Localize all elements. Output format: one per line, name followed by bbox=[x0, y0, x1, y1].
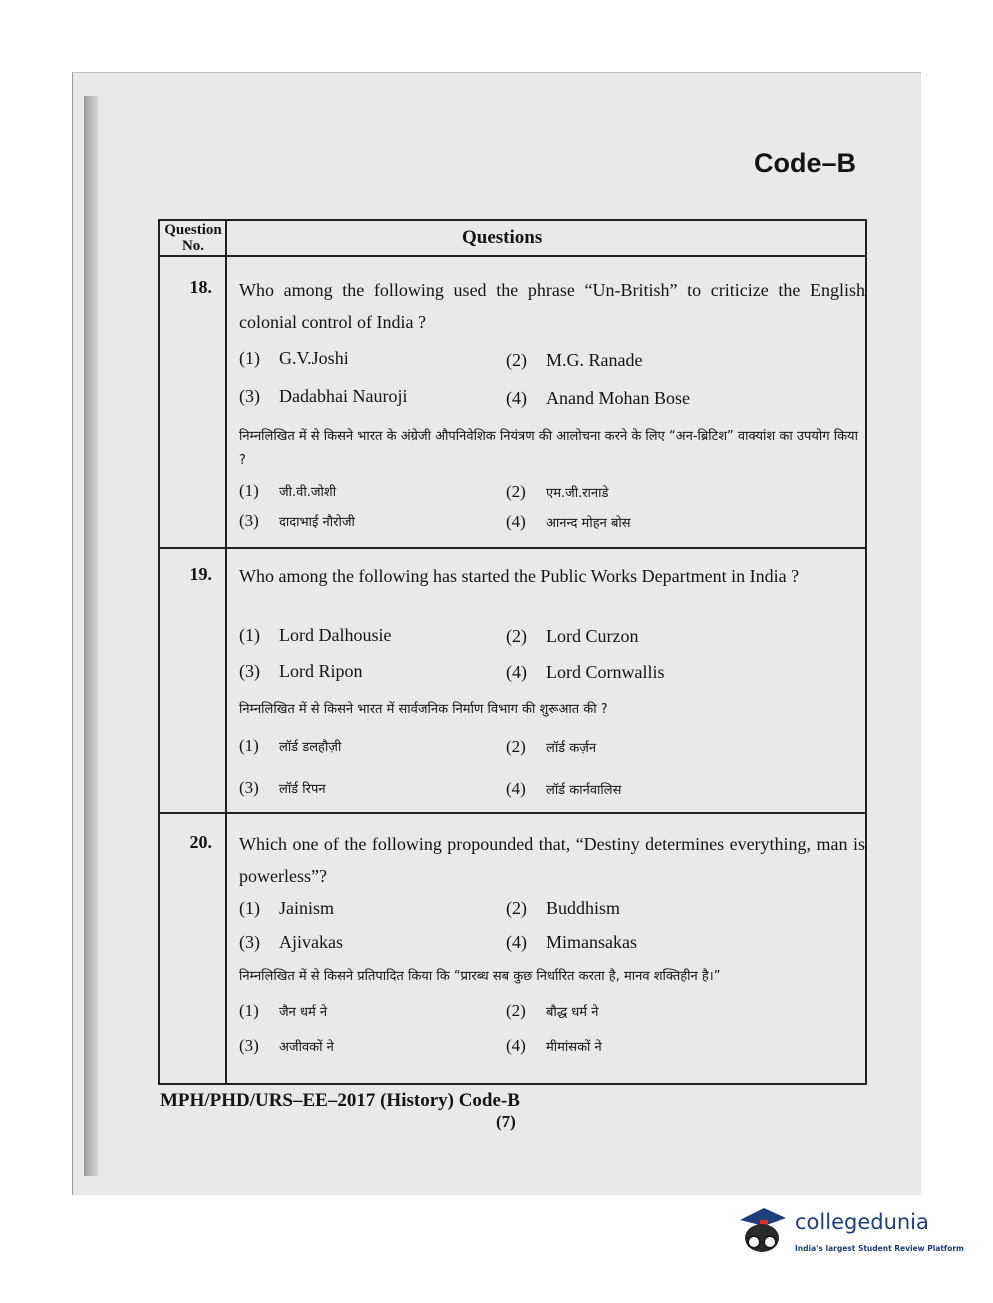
option-2: (2) Buddhism bbox=[506, 898, 621, 918]
row-divider bbox=[158, 812, 867, 814]
question-text-hindi: निम्नलिखित में से किसने प्रतिपादित किया कि “प्रारब्ध सब कुछ निर्धारित करता है, मानव शक्तिहीन है।” bbox=[239, 969, 721, 984]
option-2-hindi: (2) बौद्ध धर्म ने bbox=[506, 1001, 599, 1020]
option-3: (3) Lord Ripon bbox=[239, 661, 363, 681]
paper-code: Code–B bbox=[754, 148, 857, 178]
question-text-hindi: निम्नलिखित में से किसने भारत में सार्वजनिक निर्माण विभाग की शुरूआत की ? bbox=[239, 702, 608, 717]
option-1: (1) Lord Dalhousie bbox=[239, 625, 392, 645]
question-number: 20. bbox=[189, 832, 212, 852]
option-1: (1) G.V.Joshi bbox=[239, 348, 349, 368]
brand-tagline: India's largest Student Review Platform bbox=[795, 1244, 964, 1253]
question-text: Who among the following used the phrase “Un-British” to criticize the English colonial control of India ? bbox=[239, 280, 865, 332]
question-number: 19. bbox=[189, 564, 212, 584]
option-2-hindi: (2) एम.जी.रानाडे bbox=[506, 482, 609, 501]
column-divider bbox=[225, 219, 227, 1085]
header-divider bbox=[158, 255, 867, 257]
page-number: (7) bbox=[496, 1112, 516, 1131]
question-text: Which one of the following propounded that, “Destiny determines everything, man is powerless”? bbox=[239, 834, 865, 886]
option-1-hindi: (1) जैन धर्म ने bbox=[239, 1001, 328, 1020]
option-3-hindi: (3) लॉर्ड रिपन bbox=[239, 778, 326, 797]
option-1-hindi: (1) जी.वी.जोशी bbox=[239, 481, 337, 500]
column-header-question-no: Question No. bbox=[164, 222, 222, 254]
question-number: 18. bbox=[189, 277, 212, 297]
option-2-hindi: (2) लॉर्ड कर्ज़न bbox=[506, 737, 597, 756]
brand-name: collegedunia bbox=[795, 1210, 929, 1234]
question-text-hindi: निम्नलिखित में से किसने भारत के अंग्रेजी औपनिवेशिक नियंत्रण की आलोचना करने के लिए “अन-ब्रिटिश” वाक्यांश का उपयोग किया ? bbox=[239, 429, 858, 468]
option-3: (3) Ajivakas bbox=[239, 932, 343, 952]
option-3: (3) Dadabhai Nauroji bbox=[239, 386, 408, 406]
option-2: (2) M.G. Ranade bbox=[506, 350, 643, 370]
option-1-hindi: (1) लॉर्ड डलहौज़ी bbox=[239, 736, 342, 755]
option-3-hindi: (3) दादाभाई नौरोजी bbox=[239, 511, 355, 530]
option-4-hindi: (4) लॉर्ड कार्नवालिस bbox=[506, 779, 622, 798]
option-1: (1) Jainism bbox=[239, 898, 335, 918]
option-4: (4) Anand Mohan Bose bbox=[506, 388, 690, 408]
option-4-hindi: (4) आनन्द मोहन बोस bbox=[506, 512, 631, 531]
question-text: Who among the following has started the Public Works Department in India ? bbox=[239, 566, 800, 586]
option-2: (2) Lord Curzon bbox=[506, 626, 639, 646]
exam-footer: MPH/PHD/URS–EE–2017 (History) Code-B bbox=[160, 1090, 520, 1111]
page-binding-shadow bbox=[84, 96, 98, 1176]
option-3-hindi: (3) अजीवकों ने bbox=[239, 1036, 334, 1055]
row-divider bbox=[158, 547, 867, 549]
column-header-questions: Questions bbox=[462, 227, 543, 248]
option-4: (4) Mimansakas bbox=[506, 932, 637, 952]
option-4-hindi: (4) मीमांसकों ने bbox=[506, 1036, 602, 1055]
option-4: (4) Lord Cornwallis bbox=[506, 662, 665, 682]
